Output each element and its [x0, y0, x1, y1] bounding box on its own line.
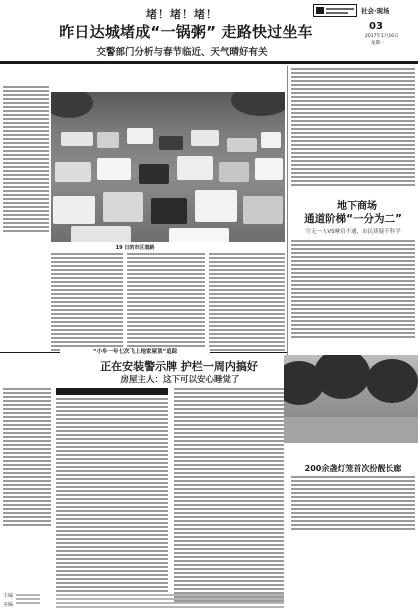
roof-body-col2	[174, 388, 284, 604]
lead-subhead: 交警部门分析与春节临近、天气晴好有关	[96, 47, 268, 58]
issue-date: 2017年1月16日	[365, 34, 399, 39]
roof-section-bar	[56, 388, 168, 395]
footer-text	[56, 594, 284, 610]
lead-intro-text	[3, 86, 49, 234]
lead-body-col1	[51, 253, 123, 353]
mall-headline-1: 地下商场	[337, 201, 377, 212]
roof-body-col1	[56, 398, 168, 598]
lanterns-body-text	[291, 476, 415, 532]
right-top-text	[291, 68, 415, 188]
mall-body-text	[291, 240, 415, 340]
issue-weekday: 星期一	[371, 41, 385, 46]
designer-label: 美编	[3, 602, 14, 608]
lead-kicker: 堵！堵！堵！	[146, 8, 218, 21]
followup-tag: “小车一年七次飞上地家屋顶”追踪	[60, 347, 210, 355]
roof-subhead: 房屋主人：这下可以安心睡觉了	[120, 375, 240, 385]
left-sidebar-text	[3, 388, 51, 528]
lead-body-col2	[127, 253, 205, 353]
traffic-jam-photo	[51, 92, 285, 242]
lead-headline: 昨日达城堵成“一锅粥” 走路快过坐车	[59, 23, 313, 41]
lead-body-col3	[209, 253, 285, 353]
editor-label: 主编	[3, 593, 14, 599]
lanterns-headline: 200余盏灯笼首次扮靓长廊	[304, 464, 402, 473]
mall-deck: 空无一人VS摩肩不通，市民质疑不科学	[305, 229, 401, 235]
mall-headline-2: 通道阶梯“一分为二”	[304, 213, 402, 225]
section-name: 社会·现场	[361, 7, 390, 15]
newspaper-logo	[313, 4, 357, 17]
page-number: 03	[369, 21, 383, 32]
lanterns-photo	[284, 355, 418, 443]
photo-caption: 19 日的市区道路	[115, 245, 155, 251]
roof-headline: 正在安装警示牌 护栏一周内搞好	[100, 360, 258, 373]
